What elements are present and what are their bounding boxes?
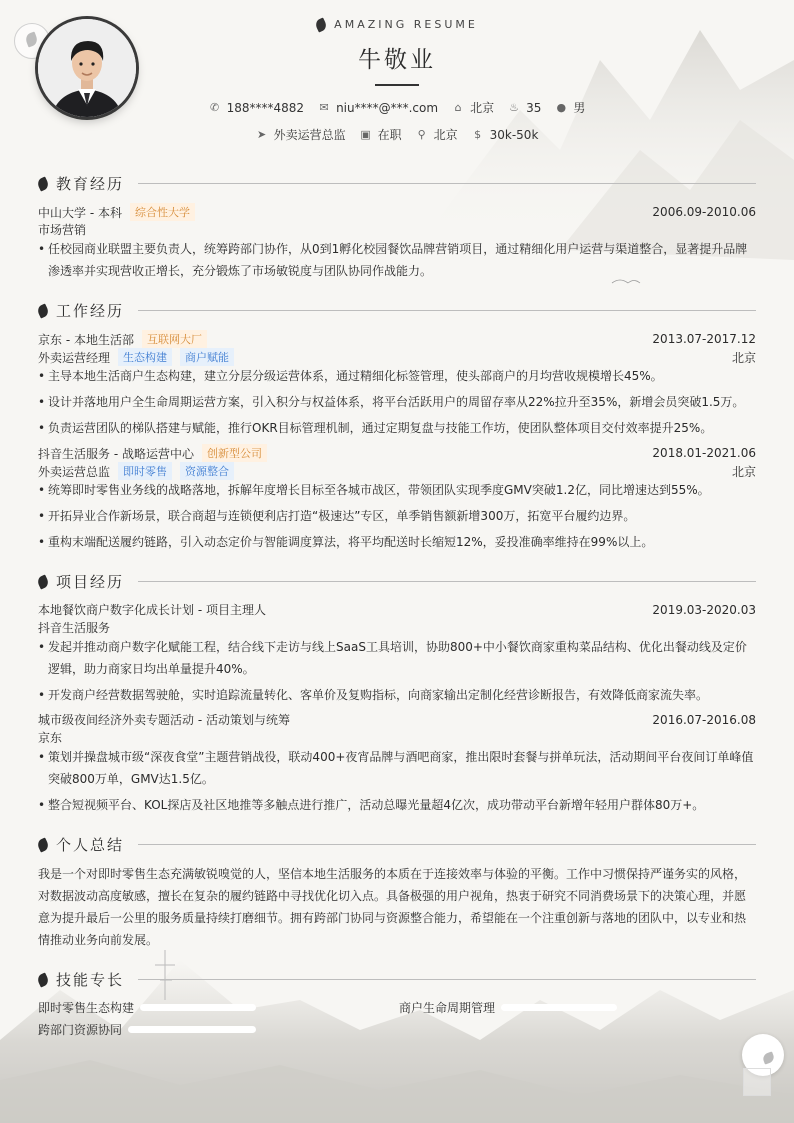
role-tag: 商户赋能 <box>180 348 234 366</box>
work-city: 北京 <box>731 350 756 365</box>
decorative-frame <box>743 1068 771 1096</box>
work-1-role-row <box>38 348 756 366</box>
work-role: 外卖运营总监 <box>38 464 111 479</box>
project-bullet: • 整合短视频平台、KOL探店及社区地推等多触点进行推广，活动总曝光量超4亿次，成功带动平台新增年轻用户群体80万+。 <box>38 794 756 816</box>
leaf-icon <box>36 972 50 987</box>
role-tag: 资源整合 <box>180 462 234 480</box>
work-bullet: • 设计并落地用户全生命周期运营方案，引入积分与权益体系，将平台活跃用户的周留存率从22%拉升至35%，新增会员突破1.5万。 <box>38 391 756 413</box>
section-project <box>38 571 756 592</box>
skill-name: 商户生命周期管理 <box>399 1001 496 1015</box>
work-bullet: • 开拓异业合作新场景，联合商超与连锁便利店打造“极速达”专区，单季销售额新增300万，拓宽平台履约边界。 <box>38 505 756 527</box>
inbox-icon: ▣ <box>360 128 371 141</box>
phone-icon: ✆ <box>210 101 220 114</box>
role-tag: 生态构建 <box>118 348 172 366</box>
project-title: 本地餐饮商户数字化成长计划 - 项目主理人 <box>38 603 266 617</box>
contact-target-position: ➤ 外卖运营总监 <box>256 128 346 142</box>
gender-icon: ● <box>556 101 567 114</box>
project-date: 2019.03-2020.03 <box>652 602 756 617</box>
section-divider <box>138 183 756 184</box>
section-summary <box>38 834 756 855</box>
skill-item <box>399 999 617 1016</box>
skill-bar <box>140 1004 256 1011</box>
skill-bar <box>128 1026 256 1033</box>
project-org: 抖音生活服务 <box>38 621 111 635</box>
work-2-header <box>38 444 756 462</box>
project-title: 城市级夜间经济外卖专题活动 - 活动策划与统筹 <box>38 713 290 727</box>
school-tag: 综合性大学 <box>130 203 195 221</box>
education-major: 市场营销 <box>38 223 87 237</box>
contact-phone: ✆ 188****4882 <box>210 100 305 115</box>
project-bullet: • 策划并操盘城市级“深夜食堂”主题营销战役，联动400+夜宵品牌与酒吧商家，推出限时套餐与拼单玩法，活动期间平台夜间订单峰值突破800万单，GMV达1.5亿。 <box>38 746 756 790</box>
work-2-role-row <box>38 462 756 480</box>
work-company: 京东 - 本地生活部 <box>38 332 134 347</box>
section-divider <box>138 581 756 582</box>
section-divider <box>138 310 756 311</box>
project-2-org-row <box>38 729 756 746</box>
project-org: 京东 <box>38 731 63 745</box>
contact-gender: ● 男 <box>556 101 586 115</box>
school-name: 中山大学 - 本科 <box>38 205 122 220</box>
contact-target-city: ⚲ 北京 <box>417 128 458 142</box>
work-role: 外卖运营经理 <box>38 350 111 365</box>
send-icon: ➤ <box>256 128 267 141</box>
project-date: 2016.07-2016.08 <box>652 712 756 727</box>
project-1-org-row <box>38 619 756 636</box>
contact-row-basic <box>0 99 794 116</box>
contact-email: ✉ niu****@***.com <box>319 100 439 115</box>
section-work <box>38 300 756 321</box>
section-title-education: 教育经历 <box>56 175 125 193</box>
education-date: 2006.09-2010.06 <box>652 205 756 219</box>
leaf-icon <box>36 303 50 318</box>
salary-icon: $ <box>474 128 482 141</box>
location-icon: ⚲ <box>417 128 426 141</box>
work-date: 2018.01-2021.06 <box>652 446 756 460</box>
skill-item <box>38 1021 256 1038</box>
skill-item <box>38 999 256 1016</box>
work-bullet: • 重构末端配送履约链路，引入动态定价与智能调度算法，将平均配送时长缩短12%，妥投准确率维持在99%以上。 <box>38 531 756 553</box>
project-bullet: • 开发商户经营数据驾驶舱，实时追踪流量转化、客单价及复购指标，向商家输出定制化经营诊断报告，有效降低商家流失率。 <box>38 684 756 706</box>
project-1-header <box>38 601 756 618</box>
work-bullet: • 负责运营团队的梯队搭建与赋能，推行OKR目标管理机制，通过定期复盘与技能工作坊，使团队整体项目交付效率提升25%。 <box>38 417 756 439</box>
resume-header <box>0 18 794 86</box>
leaf-icon <box>36 176 50 191</box>
work-1-header <box>38 330 756 348</box>
work-bullet: • 统筹即时零售业务线的战略落地，拆解年度增长目标至各城市战区，带领团队实现季度GMV突破1.2亿，同比增速达到55%。 <box>38 479 756 501</box>
section-education <box>38 173 756 194</box>
project-2-header <box>38 711 756 728</box>
contact-salary: $ 30k-50k <box>472 126 539 143</box>
cake-icon: ♨ <box>509 101 520 114</box>
section-title-work: 工作经历 <box>56 302 125 320</box>
section-divider <box>138 844 756 845</box>
contact-row-job <box>0 126 794 143</box>
section-title-skills: 技能专长 <box>56 971 125 989</box>
candidate-name: 牛敬业 <box>358 46 436 73</box>
section-skills <box>38 969 756 990</box>
resume-tagline <box>316 18 478 31</box>
summary-text: 我是一个对即时零售生态充满敏锐嗅觉的人，坚信本地生活服务的本质在于连接效率与体验的平衡。工作中习惯保持严谨务实的风格，对数据波动高度敏感，擅长在复杂的履约链路中寻找优化切入点。具备极强的用户视角，热衷于研究不同消费场景下的决策心理，并愿意为提升最后一公里的服务质量持续打磨细节。拥有跨部门协同与资源整合能力，希望能在一个注重创新与落地的团队中，以专业和热情推动业务向前发展。 <box>38 867 747 947</box>
mail-icon: ✉ <box>319 101 329 114</box>
leaf-icon <box>314 17 328 32</box>
skill-bar <box>501 1004 617 1011</box>
work-bullet: • 主导本地生活商户生态构建，建立分层分级运营体系，通过精细化标签管理，使头部商户的月均营收规模增长45%。 <box>38 365 756 387</box>
section-divider <box>138 979 756 980</box>
role-tag: 即时零售 <box>118 462 172 480</box>
tagline-text: AMAZING RESUME <box>334 18 478 31</box>
leaf-icon <box>36 574 50 589</box>
contact-status: ▣ 在职 <box>360 128 402 142</box>
name-divider <box>375 84 419 86</box>
education-header <box>38 203 756 221</box>
work-company: 抖音生活服务 - 战略运营中心 <box>38 446 194 461</box>
home-icon: ⌂ <box>454 101 462 114</box>
work-city: 北京 <box>731 464 756 479</box>
work-date: 2013.07-2017.12 <box>652 332 756 346</box>
skill-name: 跨部门资源协同 <box>38 1023 123 1037</box>
education-major-row <box>38 221 756 238</box>
contact-city: ⌂ 北京 <box>452 99 494 116</box>
section-title-summary: 个人总结 <box>56 836 125 854</box>
project-bullet: • 发起并推动商户数字化赋能工程，结合线下走访与线上SaaS工具培训，协助800+中小餐饮商家重构菜品结构、优化出餐动线及定价逻辑，助力商家日均出单量提升40%。 <box>38 636 756 680</box>
section-title-project: 项目经历 <box>56 573 125 591</box>
leaf-icon <box>36 837 50 852</box>
skill-name: 即时零售生态构建 <box>38 1001 135 1015</box>
education-bullet: • 任校园商业联盟主要负责人，统筹跨部门协作，从0到1孵化校园餐饮品牌营销项目，通过精细化用户运营与渠道整合，显著提升品牌渗透率并实现营收正增长，充分锻炼了市场敏锐度与团队协同作战能力。 <box>38 238 756 282</box>
contact-age: ♨ 35 <box>509 100 542 115</box>
company-tag: 互联网大厂 <box>142 330 207 348</box>
company-tag: 创新型公司 <box>202 444 267 462</box>
